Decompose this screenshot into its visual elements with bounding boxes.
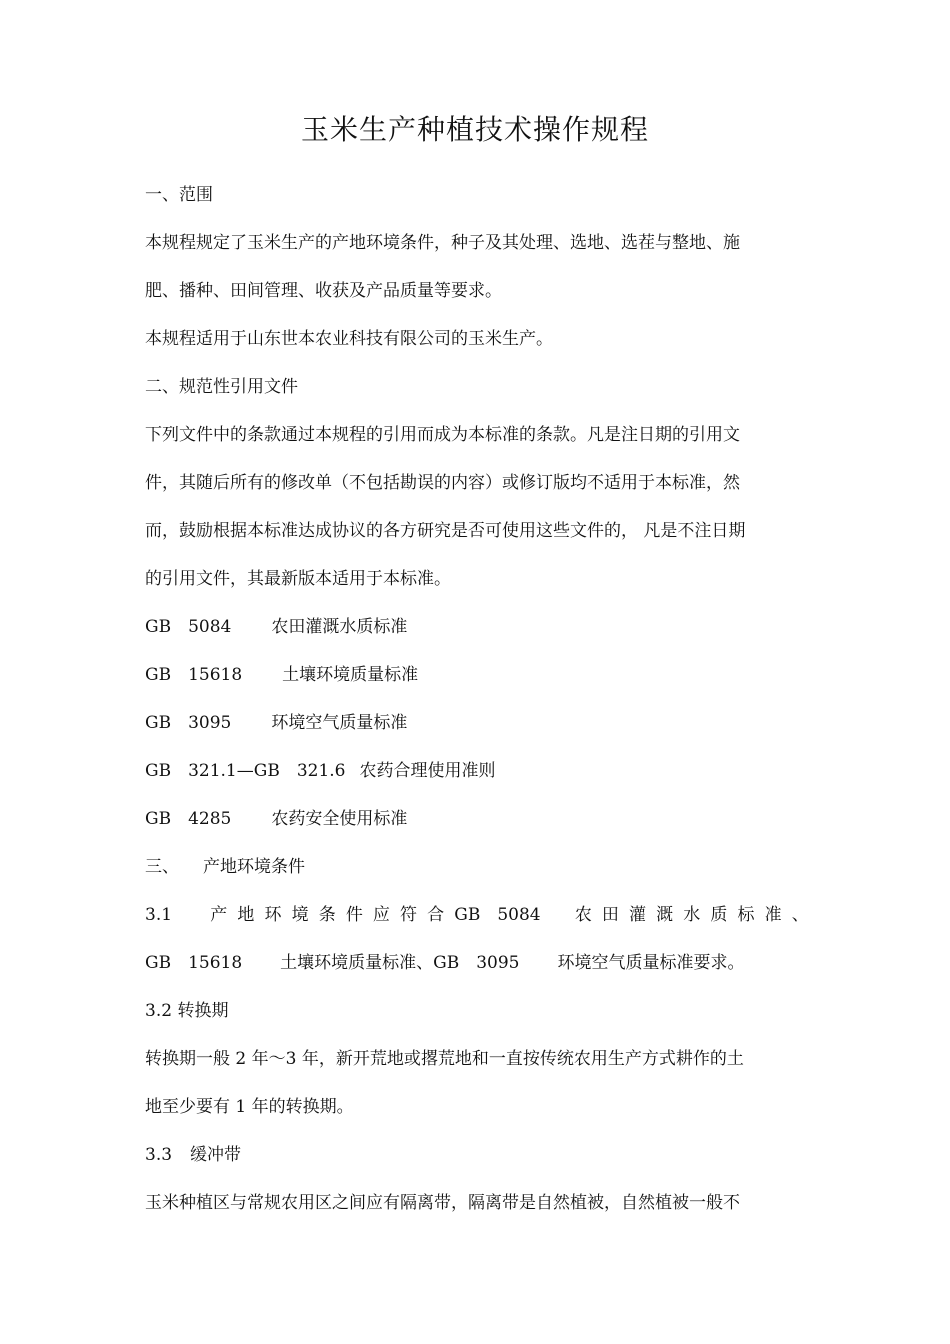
word: 质 bbox=[710, 905, 728, 925]
section-1-heading: 一、范围 bbox=[145, 185, 213, 205]
section-2-paragraph-line-3: 而，鼓励根据本标准达成协议的各方研究是否可使用这些文件的， 凡是不注日期 bbox=[145, 521, 746, 541]
section-3-3-paragraph-line-1: 玉米种植区与常规农用区之间应有隔离带，隔离带是自然植被，自然植被一般不 bbox=[145, 1193, 740, 1213]
section-2-paragraph-line-1: 下列文件中的条款通过本规程的引用而成为本标准的条款。凡是注日期的引用文 bbox=[145, 425, 740, 445]
section-3-heading bbox=[145, 855, 809, 879]
section-1-scope-paragraph: 本规程适用于山东世本农业科技有限公司的玉米生产。 bbox=[145, 329, 553, 349]
section-3-heading-number: 三、 bbox=[145, 857, 179, 877]
reference-name: 农田灌溉水质标准 bbox=[271, 617, 408, 637]
section-2-paragraph-line-2: 件，其随后所有的修改单（不包括勘误的内容）或修订版均不适用于本标准，然 bbox=[145, 473, 740, 493]
section-3-3-number: 3.3 bbox=[145, 1145, 173, 1165]
word: 、 bbox=[791, 905, 809, 925]
word: 地 bbox=[237, 905, 255, 925]
section-2-heading: 二、规范性引用文件 bbox=[145, 377, 298, 397]
section-3-2-heading: 3.2 转换期 bbox=[145, 1001, 229, 1021]
word: 田 bbox=[601, 905, 619, 925]
reference-code: GB 321.1—GB 321.6 bbox=[145, 761, 346, 781]
reference-item bbox=[145, 711, 809, 735]
word: 标 bbox=[737, 905, 755, 925]
reference-name: 环境空气质量标准 bbox=[271, 713, 408, 733]
word: 境 bbox=[291, 905, 309, 925]
section-1-paragraph-line-2: 肥、播种、田间管理、收获及产品质量等要求。 bbox=[145, 281, 502, 301]
word: 环 bbox=[264, 905, 282, 925]
standard-code: GB 15618 bbox=[145, 953, 243, 973]
reference-item bbox=[145, 759, 809, 783]
section-3-1-number: 3.1 bbox=[145, 905, 173, 925]
reference-item bbox=[145, 615, 809, 639]
section-1-paragraph-line-1: 本规程规定了玉米生产的产地环境条件，种子及其处理、选地、选茬与整地、施 bbox=[145, 233, 740, 253]
word: 合 bbox=[427, 905, 445, 925]
reference-name: 土壤环境质量标准 bbox=[282, 665, 419, 685]
section-3-heading-text: 产地环境条件 bbox=[203, 857, 305, 877]
word: 溉 bbox=[656, 905, 674, 925]
section-3-2-paragraph-line-1: 转换期一般 2 年～3 年，新开荒地或撂荒地和一直按传统农用生产方式耕作的土 bbox=[145, 1049, 744, 1069]
word: 灌 bbox=[629, 905, 647, 925]
section-3-3-text: 缓冲带 bbox=[190, 1145, 242, 1165]
standard-code: GB 5084 bbox=[454, 905, 541, 925]
reference-code: GB 5084 bbox=[145, 617, 232, 637]
reference-name: 农药安全使用标准 bbox=[271, 809, 408, 829]
section-3-2-paragraph-line-2: 地至少要有 1 年的转换期。 bbox=[145, 1097, 354, 1117]
word: 件 bbox=[345, 905, 363, 925]
reference-item bbox=[145, 663, 809, 687]
document-title: 玉米生产种植技术操作规程 bbox=[300, 113, 649, 146]
section-3-3-heading bbox=[145, 1143, 809, 1167]
word: 准 bbox=[764, 905, 782, 925]
reference-code: GB 15618 bbox=[145, 665, 243, 685]
section-2-paragraph-line-4: 的引用文件，其最新版本适用于本标准。 bbox=[145, 569, 451, 589]
word: 条 bbox=[318, 905, 336, 925]
word: 农 bbox=[574, 905, 592, 925]
reference-name: 农药合理使用准则 bbox=[359, 761, 496, 781]
word: 产 bbox=[210, 905, 228, 925]
reference-code: GB 4285 bbox=[145, 809, 232, 829]
section-3-1-line-1 bbox=[145, 903, 809, 927]
word: 应 bbox=[372, 905, 390, 925]
word: 符 bbox=[400, 905, 418, 925]
reference-item bbox=[145, 807, 809, 831]
standard-text: 环境空气质量标准要求。 bbox=[557, 953, 745, 973]
section-3-1-line-2 bbox=[145, 951, 809, 975]
reference-code: GB 3095 bbox=[145, 713, 232, 733]
standard-text: 土壤环境质量标准、GB 3095 bbox=[280, 953, 520, 973]
word: 水 bbox=[683, 905, 701, 925]
